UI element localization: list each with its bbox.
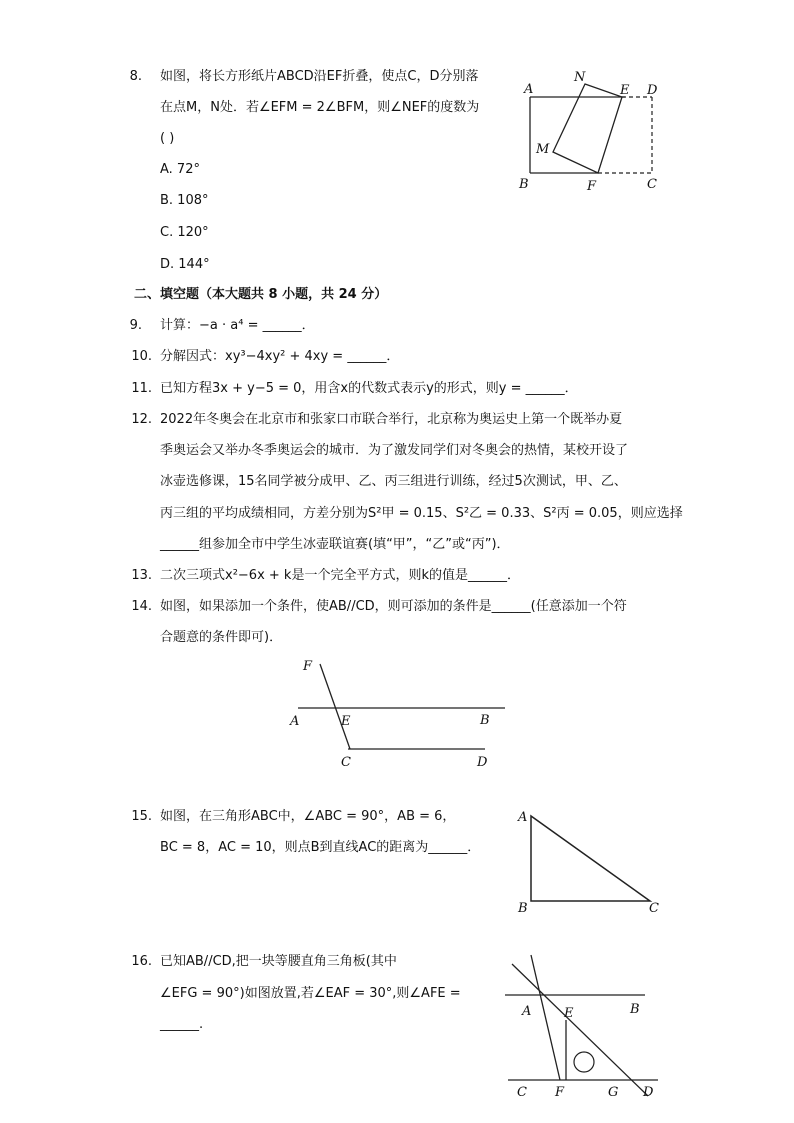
q8-option-c: C. 120°: [160, 225, 209, 240]
q16-label-e: E: [564, 1006, 574, 1021]
q15-text-line1: 如图，在三角形ABC中，∠ABC = 90°，AB = 6，: [160, 809, 456, 824]
q8-option-a: A. 72°: [160, 162, 200, 177]
q16-label-g: G: [608, 1085, 619, 1100]
q14-label-a: A: [290, 714, 300, 729]
q8-label-n: N: [574, 70, 586, 85]
q14-number: 14.: [131, 599, 152, 614]
q13-number: 13.: [131, 568, 152, 583]
q8-text-line2: 在点M，N处．若∠EFM = 2∠BFM，则∠NEF的度数为: [160, 100, 480, 115]
q12-text-line5: ______组参加全市中学生冰壶联谊赛(填“甲”，“乙”或“丙”)．: [160, 537, 510, 552]
q15-number: 15.: [131, 809, 152, 824]
q10-text: 分解因式：xy³−4xy² + 4xy = ______．: [160, 349, 400, 364]
q8-text-line1: 如图，将长方形纸片ABCD沿EF折叠，使点C，D分别落: [160, 69, 479, 84]
q14-label-c: C: [341, 755, 351, 770]
q14-figure: [280, 650, 520, 775]
q14-label-d: D: [477, 755, 488, 770]
q14-label-b: B: [480, 713, 490, 728]
q12-text-line1: 2022年冬奥会在北京市和张家口市联合举行，北京称为奥运史上第一个既举办夏: [160, 412, 623, 427]
q15-label-a: A: [518, 810, 528, 825]
q14-label-f: F: [303, 659, 313, 674]
q12-number: 12.: [131, 412, 152, 427]
q15-figure: [508, 802, 668, 917]
q16-label-b: B: [630, 1002, 640, 1017]
q11-number: 11.: [131, 381, 152, 396]
q16-figure: [500, 950, 665, 1100]
q8-number: 8.: [129, 69, 142, 84]
q16-label-f: F: [555, 1085, 565, 1100]
q16-label-d: D: [643, 1085, 654, 1100]
q15-label-b: B: [518, 901, 528, 916]
q12-text-line2: 季奥运会又举办冬季奥运会的城市．为了激发同学们对冬奥会的热情，某校开设了: [160, 443, 629, 458]
q8-label-f: F: [587, 179, 597, 194]
q12-text-line3: 冰壶选修课，15名同学被分成甲、乙、丙三组进行训练，经过5次测试，甲、乙、: [160, 474, 627, 489]
q12-text-line4: 丙三组的平均成绩相同，方差分别为S²甲 = 0.15、S²乙 = 0.33、S²丙 = 0.05，则应选择: [160, 506, 683, 521]
q15-text-line2: BC = 8，AC = 10，则点B到直线AC的距离为______．: [160, 840, 481, 855]
q8-option-d: D. 144°: [160, 257, 210, 272]
q8-label-a: A: [524, 82, 534, 97]
q8-label-c: C: [647, 177, 657, 192]
q8-answer-paren: ( ): [160, 131, 175, 146]
q8-label-d: D: [647, 83, 658, 98]
q14-text-line2: 合题意的条件即可)．: [160, 630, 283, 645]
q9-text: 计算：−a · a⁴ = ______．: [160, 318, 315, 333]
q8-figure: [510, 65, 670, 200]
q16-text-line2: ∠EFG = 90°)如图放置,若∠EAF = 30°,则∠AFE =: [160, 986, 461, 1001]
q15-label-c: C: [649, 901, 659, 916]
q16-number: 16.: [131, 954, 152, 969]
q13-text: 二次三项式x²−6x + k是一个完全平方式，则k的值是______．: [160, 568, 520, 583]
section-title: 二、填空题（本大题共 8 小题，共 24 分）: [134, 287, 388, 302]
q16-text-line1: 已知AB//CD,把一块等腰直角三角板(其中: [160, 954, 397, 969]
q8-label-e: E: [620, 83, 630, 98]
q16-label-a: A: [522, 1004, 532, 1019]
q8-label-b: B: [519, 177, 529, 192]
q9-number: 9.: [129, 318, 142, 333]
q16-text-line3: ______.: [160, 1017, 204, 1032]
q16-label-c: C: [517, 1085, 527, 1100]
q14-label-e: E: [341, 714, 351, 729]
q8-option-b: B. 108°: [160, 193, 209, 208]
q11-text: 已知方程3x + y−5 = 0，用含x的代数式表示y的形式，则y = ______．: [160, 381, 578, 396]
q8-label-m: M: [536, 142, 550, 157]
q14-text-line1: 如图，如果添加一个条件，使AB//CD，则可添加的条件是______(任意添加一个符: [160, 599, 627, 614]
q10-number: 10.: [131, 349, 152, 364]
